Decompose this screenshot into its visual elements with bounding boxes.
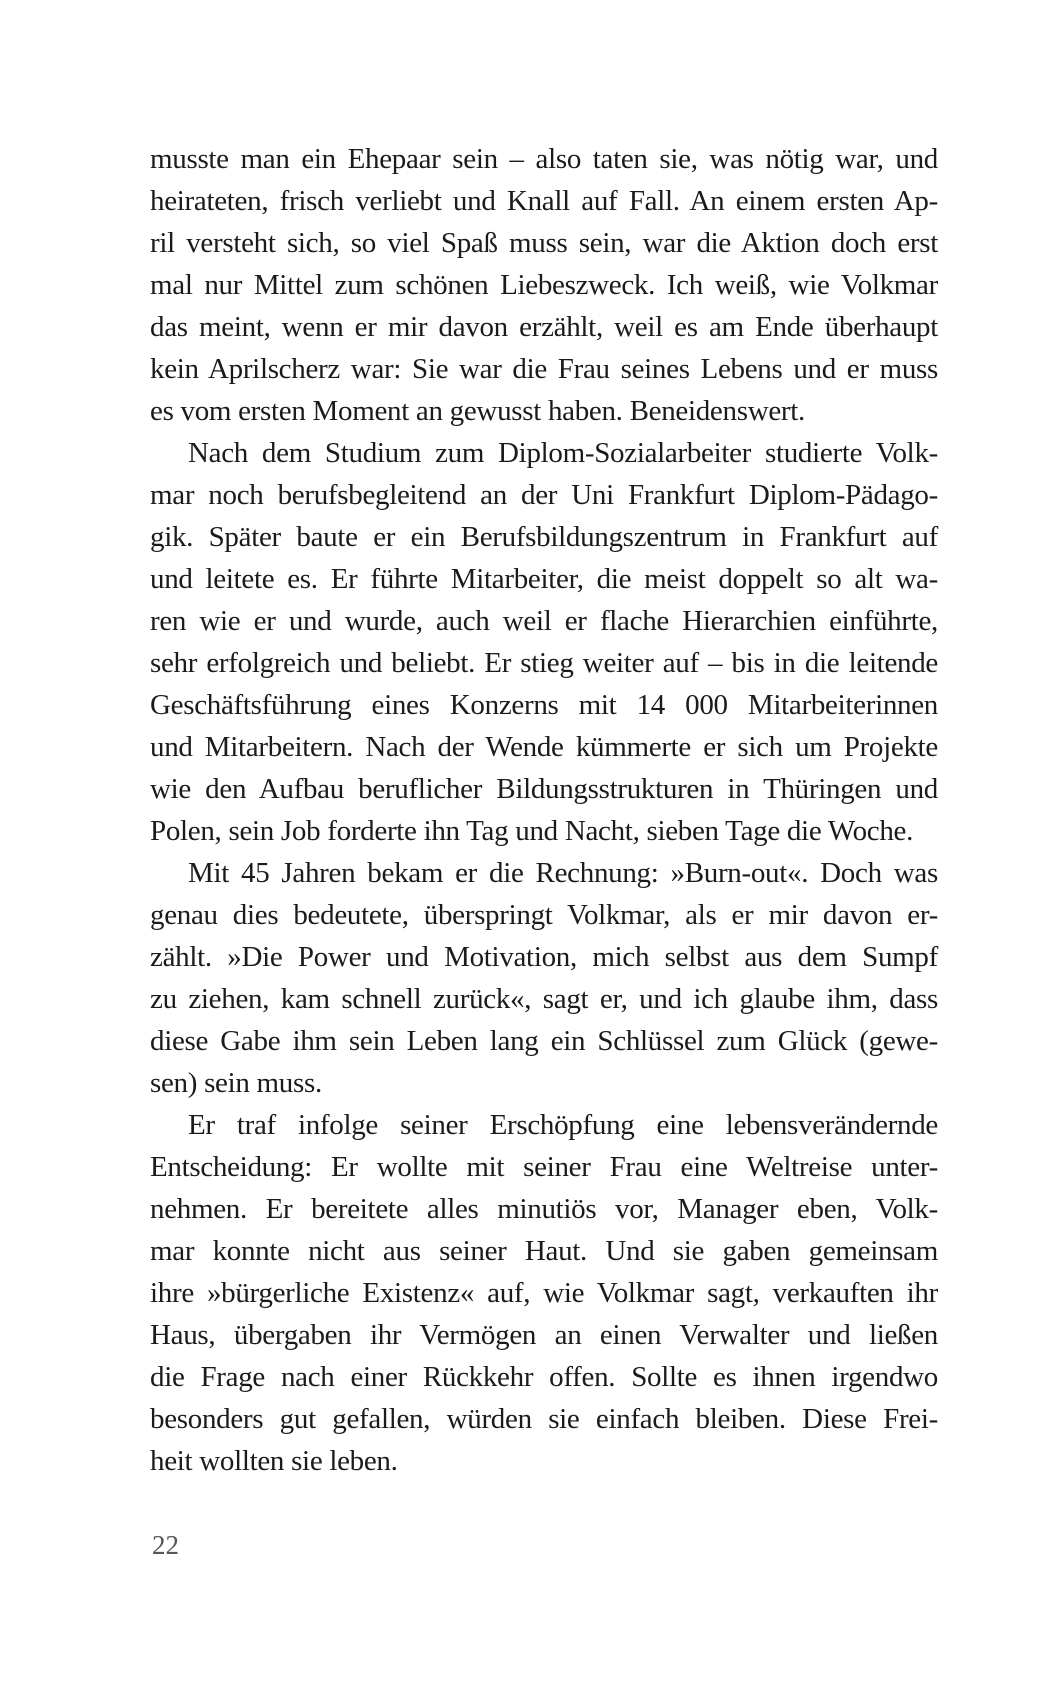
paragraph [150,852,938,1104]
text-line: Mit 45 Jahren bekam er die Rechnung: »Burn-out«. Doch was [188,857,938,889]
text-line: Haus, übergaben ihr Vermögen an einen Verwalter und ließen [150,1319,938,1351]
text-line: Polen, sein Job forderte ihn Tag und Nacht, sieben Tage die Woche. [150,815,914,847]
text-line: das meint, wenn er mir davon erzählt, weil es am Ende überhaupt [150,311,938,343]
text-line: ihre »bürgerliche Existenz« auf, wie Volkmar sagt, verkauften ihr [150,1277,938,1309]
paragraph [150,138,938,432]
page-number: 22 [152,1530,179,1560]
text-line: wie den Aufbau beruflicher Bildungsstrukturen in Thüringen und [150,773,938,805]
paragraph [150,432,938,852]
text-line: mar konnte nicht aus seiner Haut. Und sie gaben gemeinsam [150,1235,938,1267]
text-line: gik. Später baute er ein Berufsbildungszentrum in Frankfurt auf [150,521,938,553]
text-line: sehr erfolgreich und beliebt. Er stieg weiter auf – bis in die leitende [150,647,938,679]
text-line: genau dies bedeutete, überspringt Volkmar, als er mir davon er- [150,899,938,931]
text-line: und Mitarbeitern. Nach der Wende kümmerte er sich um Projekte [150,731,938,763]
text-line: kein Aprilscherz war: Sie war die Frau seines Lebens und er muss [150,353,938,385]
text-line: diese Gabe ihm sein Leben lang ein Schlüssel zum Glück (gewe- [150,1025,938,1057]
paragraph [150,1104,938,1482]
body-text [150,138,938,1482]
text-line: mar noch berufsbegleitend an der Uni Frankfurt Diplom-Pädago- [150,479,938,511]
text-line: Nach dem Studium zum Diplom-Sozialarbeiter studierte Volk- [188,437,938,469]
text-line: zählt. »Die Power und Motivation, mich selbst aus dem Sumpf [150,941,938,973]
text-line: Entscheidung: Er wollte mit seiner Frau eine Weltreise unter- [150,1151,938,1183]
text-line: mal nur Mittel zum schönen Liebeszweck. Ich weiß, wie Volkmar [150,269,938,301]
text-line: ren wie er und wurde, auch weil er flache Hierarchien einführte, [150,605,938,637]
text-line: die Frage nach einer Rückkehr offen. Sollte es ihnen irgendwo [150,1361,938,1393]
text-line: besonders gut gefallen, würden sie einfach bleiben. Diese Frei- [150,1403,938,1435]
text-line: heirateten, frisch verliebt und Knall auf Fall. An einem ersten Ap- [150,185,938,217]
text-line: sen) sein muss. [150,1067,322,1099]
text-line: Geschäftsführung eines Konzerns mit 14 000 Mitarbeiterinnen [150,689,938,721]
text-line: nehmen. Er bereitete alles minutiös vor, Manager eben, Volk- [150,1193,938,1225]
text-line: es vom ersten Moment an gewusst haben. Beneidenswert. [150,395,805,427]
text-line: musste man ein Ehepaar sein – also taten sie, was nötig war, und [150,143,938,175]
text-line: und leitete es. Er führte Mitarbeiter, die meist doppelt so alt wa- [150,563,938,595]
text-line: ril versteht sich, so viel Spaß muss sein, war die Aktion doch erst [150,227,938,259]
text-line: heit wollten sie leben. [150,1445,398,1477]
text-line: zu ziehen, kam schnell zurück«, sagt er, und ich glaube ihm, dass [150,983,938,1015]
text-line: Er traf infolge seiner Erschöpfung eine lebensverändernde [188,1109,938,1141]
